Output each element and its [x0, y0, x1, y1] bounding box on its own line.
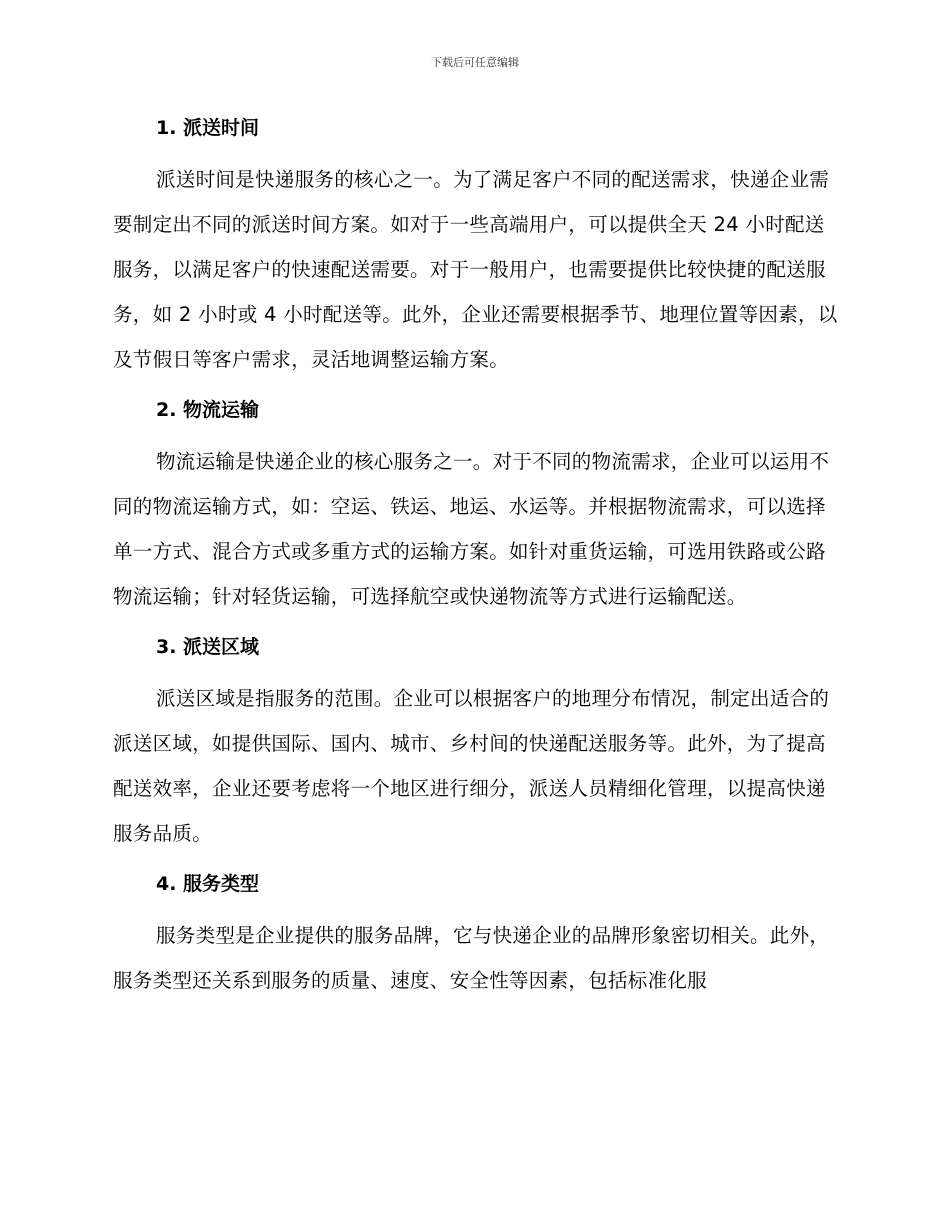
section-delivery-area: [113, 630, 843, 856]
section-heading: 4. 服务类型: [156, 873, 260, 895]
section-logistics-transport: [113, 393, 843, 619]
section-heading: 2. 物流运输: [156, 399, 260, 421]
section-heading: 1. 派送时间: [156, 117, 260, 139]
section-service-type: [113, 867, 843, 1003]
section-paragraph: 物流运输是快递企业的核心服务之一。对于不同的物流需求，企业可以运用不同的物流运输方式，如：空运、铁运、地运、水运等。并根据物流需求，可以选择单一方式、混合方式或多重方式的运输方案。如针对重货运输，可选用铁路或公路物流运输；针对轻货运输，可选择航空或快递物流等方式进行运输配送。: [113, 450, 830, 608]
section-heading: 3. 派送区域: [156, 636, 260, 658]
section-paragraph: 派送区域是指服务的范围。企业可以根据客户的地理分布情况，制定出适合的派送区域，如提供国际、国内、城市、乡村间的快递配送服务等。此外，为了提高配送效率，企业还要考虑将一个地区进行细分，派送人员精细化管理，以提高快递服务品质。: [113, 687, 830, 845]
section-paragraph: 派送时间是快递服务的核心之一。为了满足客户不同的配送需求，快递企业需要制定出不同的派送时间方案。如对于一些高端用户，可以提供全天 24 小时配送服务，以满足客户的快速配送需要。对于一般用户，也需要提供比较快捷的配送服务，如 2 小时或 4 小时配送等。此外，企业还需要根据季节、地理位置等因素，以及节假日等客户需求，灵活地调整运输方案。: [113, 168, 838, 371]
page-header: 下载后可任意编辑: [431, 56, 519, 69]
section-delivery-time: [113, 111, 843, 382]
section-paragraph: 服务类型是企业提供的服务品牌，它与快递企业的品牌形象密切相关。此外，服务类型还关系到服务的质量、速度、安全性等因素，包括标准化服: [113, 924, 830, 992]
document-body: [113, 111, 843, 1014]
